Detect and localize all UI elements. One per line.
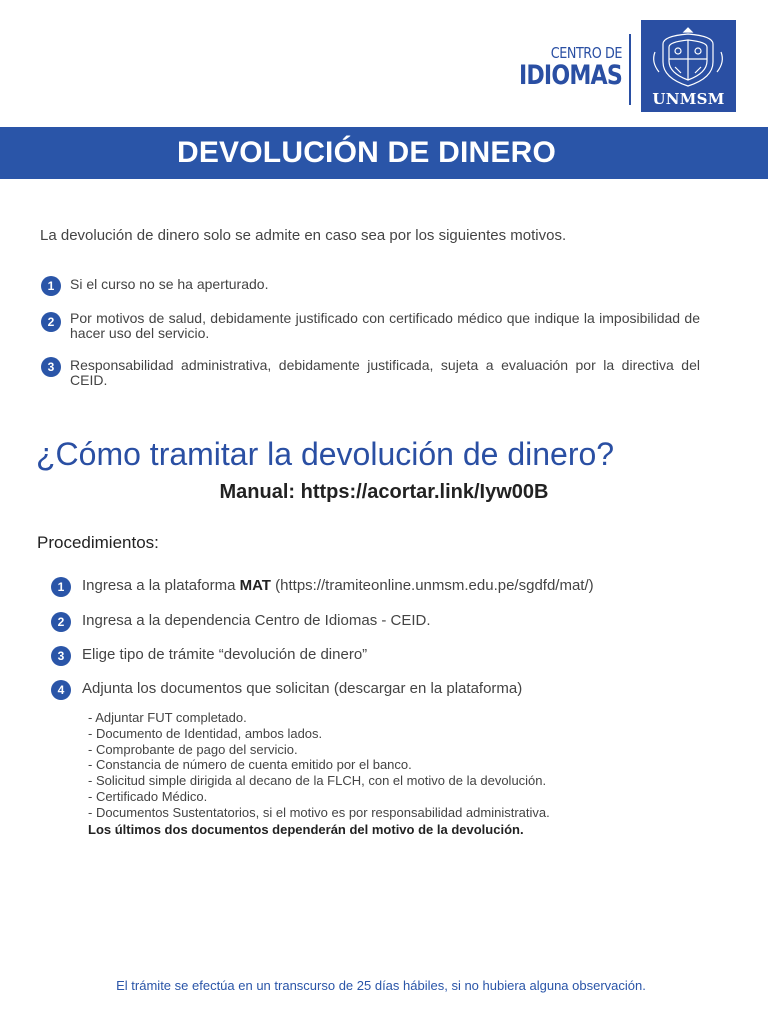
logo-line-1: CENTRO DE: [550, 44, 622, 62]
step-text-1: [82, 577, 594, 594]
step-number-2: 2: [51, 612, 71, 632]
document-item: - Adjuntar FUT completado.: [88, 710, 247, 725]
step-text-2: Ingresa a la dependencia Centro de Idiomas - CEID.: [82, 612, 431, 629]
step-number-1: 1: [51, 577, 71, 597]
motive-text-3: Responsabilidad administrativa, debidamente justificada, sujeta a evaluación por la directiva del CEID.: [70, 357, 700, 388]
documents-list: [88, 710, 550, 821]
page-title: DEVOLUCIÓN DE DINERO: [176, 136, 557, 169]
footer-note: El trámite se efectúa en un transcurso de 25 días hábiles, si no hubiera alguna observación.: [116, 978, 646, 993]
step-text-3: Elige tipo de trámite “devolución de dinero”: [82, 646, 368, 663]
document-item: - Documento de Identidad, ambos lados.: [88, 725, 323, 741]
document-item: - Solicitud simple dirigida al decano de la FLCH, con el motivo de la devolución.: [88, 773, 547, 789]
ceid-logo: [470, 44, 622, 90]
how-to-title: ¿Cómo tramitar la devolución de dinero?: [36, 436, 615, 472]
step-1-prefix: Ingresa a la plataforma: [82, 577, 240, 594]
motive-text-2: Por motivos de salud, debidamente justificado con certificado médico que indique la imposibilidad de hacer uso del servicio.: [70, 310, 700, 341]
step-text-4: Adjunta los documentos que solicitan (descargar en la plataforma): [82, 680, 523, 697]
procedures-title: Procedimientos:: [37, 533, 159, 552]
motive-number-1: 1: [41, 276, 61, 296]
title-banner: [0, 127, 768, 179]
logo-line-2: IDIOMAS: [518, 60, 622, 91]
step-number-4: 4: [51, 680, 71, 700]
manual-link[interactable]: Manual: https://acortar.link/Iyw00B: [219, 481, 549, 503]
document-item: - Constancia de número de cuenta emitido por el banco.: [88, 757, 412, 773]
logo-divider: [629, 34, 631, 105]
crest-icon: [641, 22, 736, 92]
mat-platform-label: MAT: [239, 577, 271, 594]
document-item: - Comprobante de pago del servicio.: [88, 741, 298, 757]
step-number-3: 3: [51, 646, 71, 666]
document-item: - Certificado Médico.: [88, 788, 208, 804]
step-1-url[interactable]: (https://tramiteonline.unmsm.edu.pe/sgdfd/mat/): [270, 577, 594, 594]
intro-text: La devolución de dinero solo se admite en caso sea por los siguientes motivos.: [40, 227, 567, 244]
seal-label: UNMSM: [652, 90, 725, 108]
unmsm-seal-logo: [641, 20, 736, 112]
documents-note: Los últimos dos documentos dependerán del motivo de la devolución.: [88, 822, 524, 837]
motive-text-1: Si el curso no se ha aperturado.: [70, 276, 269, 292]
motive-number-3: 3: [41, 357, 61, 377]
document-item: - Documentos Sustentatorios, si el motivo es por responsabilidad administrativa.: [88, 804, 550, 820]
motive-number-2: 2: [41, 312, 61, 332]
